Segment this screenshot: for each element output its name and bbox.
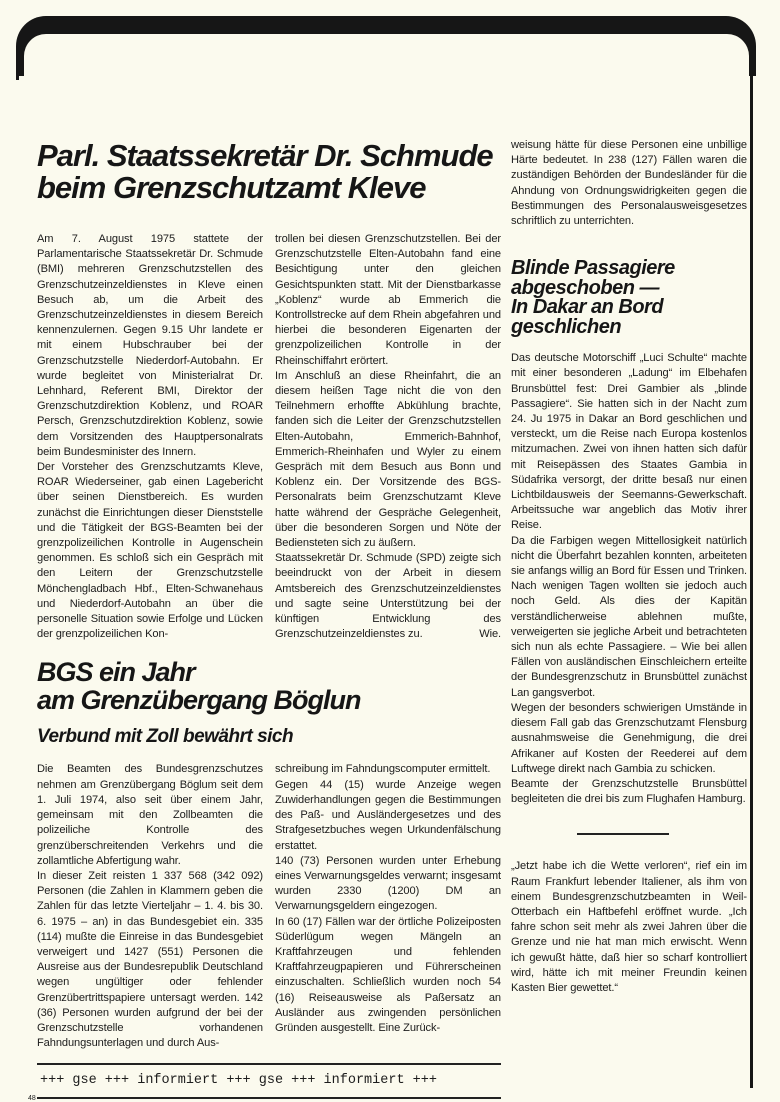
paragraph: 140 (73) Personen wurden unter Erhebung eines Verwarnungsgeldes verwarnt; insgesamt wurden 2330 (1200) DM an Verwarnungsgeldern eingezogen. (275, 854, 501, 913)
paragraph: „Jetzt habe ich die Wette verloren“, rief ein im Raum Frankfurt lebender Italiener, als ihm von einem Bundesgrenzschutzbeamten in Weil-Otterbach ein Haftbefehl eröffnet wurde. „Ich fahre schon seit mehr als zwei Jahren über die Grenze und nie hat man mich erwischt. Wenn ich gewußt hätte, daß hier so scharf kontrolliert wird, hätte ich mit meiner Freundin keinen Kasten Bier gewettet.“ (511, 860, 747, 994)
section-divider (577, 833, 669, 835)
page-frame-inner (24, 34, 749, 94)
article3-headline: Blinde Passagiere abgeschoben — In Dakar an Bord geschlichen (511, 257, 675, 338)
paragraph: Das deutsche Motorschiff „Luci Schulte“ machte mit einer besonderen „Ladung“ im Elbehafen Brunsbüttel fest: Drei Gambier als „blinde Passagiere“. Sie hatten sich in der Nacht zum 24. Ju 1975 in Dakar an Bord geschlichen und versteckt, um die Reise nach Europa kostenlos mitzumachen. Zwei von ihnen hatten sich dafür mit Reisepässen des Staates Gambia in Südafrika versorgt, der dritte besaß nur einen Lichtbildausweis der Seemanns-Gewerkschaft. Arbeitssuche war angeblich das Motiv ihrer Reise. (511, 352, 747, 532)
article1-column1 (37, 232, 263, 642)
page-frame-left (16, 50, 19, 80)
paragraph: schreibung im Fahndungscomputer ermittelt. (275, 763, 491, 776)
paragraph: Staatssekretär Dr. Schmude (SPD) zeigte sich beeindruckt von der Arbeit in diesem Amtsbereich des Grenzschutzeinzeldienstes und sagte seine Unterstützung bei der künftigen Entwicklung des Grenzschutzeinzeldienstes zu. Wie. (275, 551, 501, 642)
paragraph: Die Beamten des Bundesgrenzschutzes nehmen am Grenzübergang Böglum seit dem 1. Juli 1974, also seit über einem Jahr, gemeinsam mit den Zollbeamten die polizeiliche Kontrolle des grenzüberschreitenden Verkehrs und die zollamtliche Abfertigung wahr. (37, 763, 263, 867)
ticker-section (28, 1063, 501, 1102)
paragraph: Der Vorsteher des Grenzschutzamts Kleve, ROAR Wiederseiner, gab einen Lagebericht über seinen Dienstbereich. Es wurden zunächst die Einrichtungen dieser Dienststelle und die Tätigkeit der BGS-Beamten bei der grenzpolizeilichen Kontrolle in Augenschein genommen. Es schloß sich ein Gespräch mit den Leitern der Grenzschutzstelle Mönchengladbach Hbf., Elten-Schwanehaus und Niederdorf-Autobahn an über die personelle Situation sowie Erfolge und Lücken der grenzpolizeilichen Kon- (37, 461, 263, 641)
article2-column3 (511, 138, 747, 229)
page-frame-right (750, 60, 753, 1088)
article2-subheadline: Verbund mit Zoll bewährt sich (37, 726, 294, 748)
article4-body (511, 859, 747, 996)
right-content-area (511, 138, 747, 996)
ticker-rule-bottom (37, 1097, 501, 1099)
paragraph: Gegen 44 (15) wurde Anzeige wegen Zuwiderhandlungen gegen die Bestimmungen des Paß- und Ausländergesetzes und des Strafgesetzbuches wegen Urkundenfälschung erstattet. (275, 778, 501, 852)
ticker-banner: +++ gse +++ informiert +++ gse +++ informiert +++ (40, 1073, 437, 1089)
paragraph: Im Anschluß an diese Rheinfahrt, die an diesem heißen Tage nicht die von den Teilnehmern erhoffte Abkühlung brachte, fanden sich die Leiter der Grenzschutzstellen Elten-Autobahn, Emmerich-Bahnhof, Emmerich-Rheinhafen und Wyler zu einem Gespräch mit dem Besuch aus Bonn und Koblenz ein. Der Vorsitzende des BGS-Personalrats beim Grenzschutzamt Kleve hatte während der Gespräche Gelegenheit, über die besonderen Sorgen und Nöte der Bediensteten sich zu äußern. (275, 369, 501, 550)
paragraph: trollen bei diesen Grenzschutzstellen. Bei der Grenzschutzstelle Elten-Autobahn fand eine Besichtigung unter den gleichen Gesichtspunkten statt. Mit der Dienstbarkasse „Koblenz“ wurde ab Emmerich die Kontrollstrecke auf dem Rhein abgefahren und hierbei die besonderen Eigenarten der grenzpolizeilichen Kontrolle in der Rheinschiffahrt erörtert. (275, 233, 501, 367)
paragraph: In 60 (17) Fällen war der örtliche Polizeiposten Süderlügum wegen Mängeln an Kraftfahrzeugen und fehlenden Kraftfahrzeugpapieren und Führerscheinen einzuschalten. Schließlich wurden noch 54 (16) Reiseausweise als Paßersatz an Ausländer aus zwingenden persönlichen Gründen ausgestellt. Eine Zurück- (275, 915, 501, 1034)
left-content-area (28, 138, 501, 1102)
article3-body (511, 351, 747, 807)
author-signature: Wie. (479, 628, 501, 641)
paragraph: weisung hätte für diese Personen eine unbillige Härte bedeutet. In 238 (127) Fällen waren die zuständigen Behörden der Bundesländer für die Ahndung von Ordnungswidrigkeiten gegen die Bestimmungen des Personalausweisgesetzes schriftlich zu unterrichten. (511, 139, 747, 228)
article1-columns (37, 232, 501, 642)
paragraph: Am 7. August 1975 stattete der Parlamentarische Staatssekretär Dr. Schmude (BMI) mehreren Grenzschutzstellen des Grenzschutzeinzeldienstes in Kleve einen Besuch ab, um die Arbeit des Grenzschutzeinzeldienstes in diesem Bereich kennenzulernen. Gegen 9.15 Uhr landete er mit einem Hubschrauber bei der Grenzschutzstelle Niederdorf-Autobahn. Er wurde begleitet von Ministerialrat Dr. Lehnhard, Referent BMI, Direktor der Grenzschutzdirektion Koblenz, und ROAR Persch, Grenzschutzdirektion Koblenz, sowie dem Vorsitzenden des Hauptpersonalrats beim Bundesminister des Innern. (37, 233, 263, 458)
paragraph: Wegen der besonders schwierigen Umstände in diesem Fall gab das Grenzschutzamt Flensburg ausnahmsweise die Genehmigung, die drei Afrikaner auf Kosten der Reederei auf dem Luftwege direkt nach Gambia zu schicken. (511, 701, 747, 775)
article2-headline: BGS ein Jahr am Grenzübergang Böglun (37, 657, 361, 716)
article1-column2 (275, 232, 501, 642)
article2-column1 (37, 762, 263, 1051)
article2-column2 (275, 762, 501, 1036)
paragraph: Beamte der Grenzschutzstelle Brunsbüttel begleiteten die drei bis zum Flughafen Hamburg. (511, 777, 747, 806)
paragraph: In dieser Zeit reisten 1 337 568 (342 092) Personen (die Zahlen in Klammern geben die Zahlen für das letzte Vierteljahr – 1. 4. bis 30. 6. 1975 – an) in das Bundesgebiet ein. 335 (114) mußte die Einreise in das Bundesgebiet verweigert und 1427 (551) Personen die Ausreise aus der Bundesrepublik Deutschland wegen ungültiger oder fehlender Grenzübertrittspapiere untersagt werden. 142 (36) Personen wurden aufgrund der bei der Grenzschutzstelle vorhandenen Fahndungsunterlagen und durch Aus- (37, 869, 263, 1050)
page-number: 48 (28, 1095, 36, 1102)
paragraph: Da die Farbigen wegen Mittellosigkeit natürlich nicht die Überfahrt bezahlen konnten, arbeiteten sie anfangs willig an Bord für Essen und Trinken. Nach wenigen Tagen wollten sie jedoch auch noch Geld. Als dies der Kapitän verständlicherweise ablehnen mußte, verweigerten sie jegliche Arbeit und betrachteten sich nun als echte Passagiere. – Wie bei allen Fällen von ausländischen Einschleichern erteilte der Bundesgrenzschutz in Brunsbüttel zunächst Lan gangsverbot. (511, 534, 747, 699)
article1-headline: Parl. Staatssekretär Dr. Schmude beim Grenzschutzamt Kleve (37, 138, 493, 205)
article2-columns (37, 762, 501, 1051)
